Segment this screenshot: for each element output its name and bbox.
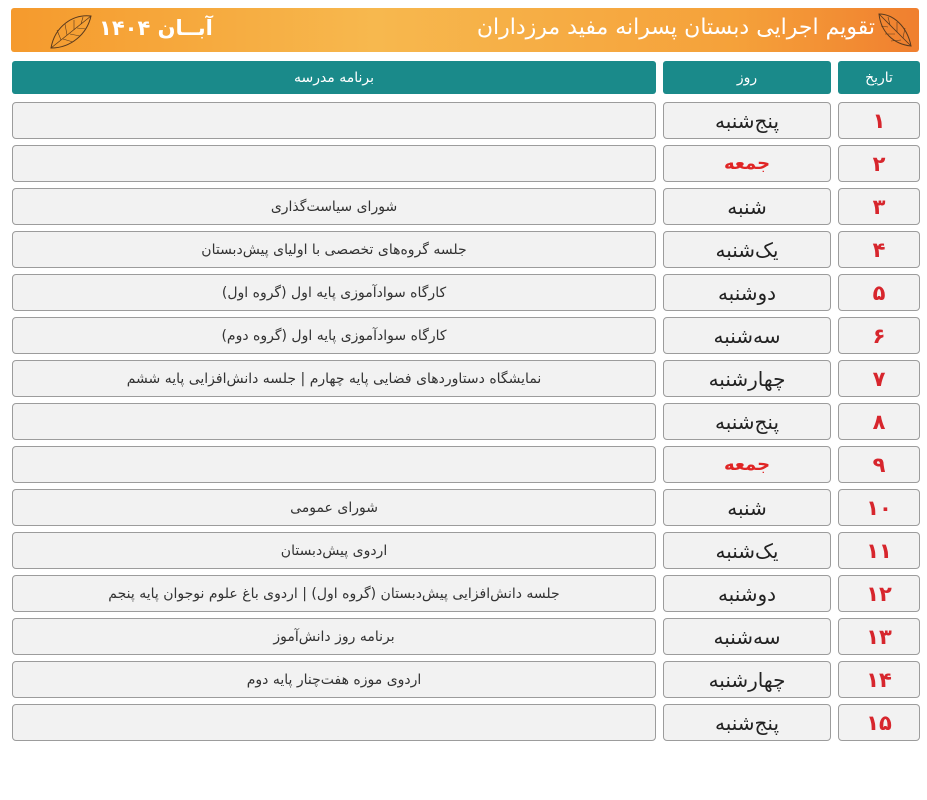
table-row	[0, 102, 927, 139]
day-cell: دوشنبه	[663, 274, 831, 311]
date-cell: ۱	[838, 102, 920, 139]
date-cell: ۱۰	[838, 489, 920, 526]
date-cell: ۶	[838, 317, 920, 354]
table-row	[0, 532, 927, 569]
date-cell: ۴	[838, 231, 920, 268]
program-cell	[12, 704, 656, 741]
program-cell: اردوی پیش‌دبستان	[12, 532, 656, 569]
program-cell: شورای سیاست‌گذاری	[12, 188, 656, 225]
day-cell: جمعه	[663, 145, 831, 182]
day-cell: یک‌شنبه	[663, 532, 831, 569]
day-cell: پنج‌شنبه	[663, 102, 831, 139]
date-cell: ۲	[838, 145, 920, 182]
program-cell	[12, 102, 656, 139]
column-header-program: برنامه مدرسه	[12, 61, 656, 94]
program-cell: کارگاه سوادآموزی پایه اول (گروه دوم)	[12, 317, 656, 354]
table-row	[0, 145, 927, 182]
table-row	[0, 231, 927, 268]
month-year-label: آبــان ۱۴۰۴	[99, 16, 213, 40]
program-cell: کارگاه سوادآموزی پایه اول (گروه اول)	[12, 274, 656, 311]
column-header-date: تاریخ	[838, 61, 920, 94]
program-cell: جلسه دانش‌افزایی پیش‌دبستان (گروه اول) | اردوی باغ علوم نوجوان پایه پنجم	[12, 575, 656, 612]
table-row	[0, 661, 927, 698]
column-header-day: روز	[663, 61, 831, 94]
table-row	[0, 317, 927, 354]
date-cell: ۱۴	[838, 661, 920, 698]
day-cell: شنبه	[663, 489, 831, 526]
day-cell: یک‌شنبه	[663, 231, 831, 268]
day-cell: دوشنبه	[663, 575, 831, 612]
table-row	[0, 618, 927, 655]
program-cell	[12, 145, 656, 182]
date-cell: ۵	[838, 274, 920, 311]
page-title: تقویم اجرایی دبستان پسرانه مفید مرزداران	[476, 15, 875, 40]
date-cell: ۱۲	[838, 575, 920, 612]
table-row	[0, 575, 927, 612]
day-cell: جمعه	[663, 446, 831, 483]
day-cell: چهارشنبه	[663, 360, 831, 397]
leaf-icon	[47, 12, 95, 52]
date-cell: ۱۱	[838, 532, 920, 569]
table-row	[0, 360, 927, 397]
date-cell: ۸	[838, 403, 920, 440]
table-row	[0, 274, 927, 311]
date-cell: ۷	[838, 360, 920, 397]
table-row	[0, 704, 927, 741]
day-cell: شنبه	[663, 188, 831, 225]
program-cell: نمایشگاه دستاوردهای فضایی پایه چهارم | جلسه دانش‌افزایی پایه ششم	[12, 360, 656, 397]
table-row	[0, 188, 927, 225]
title-banner	[11, 8, 919, 52]
program-cell: شورای عمومی	[12, 489, 656, 526]
program-cell	[12, 403, 656, 440]
date-cell: ۳	[838, 188, 920, 225]
program-cell	[12, 446, 656, 483]
date-cell: ۹	[838, 446, 920, 483]
date-cell: ۱۵	[838, 704, 920, 741]
table-row	[0, 403, 927, 440]
program-cell: برنامه روز دانش‌آموز	[12, 618, 656, 655]
day-cell: سه‌شنبه	[663, 618, 831, 655]
day-cell: پنج‌شنبه	[663, 403, 831, 440]
program-cell: اردوی موزه هفت‌چنار پایه دوم	[12, 661, 656, 698]
day-cell: چهارشنبه	[663, 661, 831, 698]
program-cell: جلسه گروه‌های تخصصی با اولیای پیش‌دبستان	[12, 231, 656, 268]
day-cell: پنج‌شنبه	[663, 704, 831, 741]
day-cell: سه‌شنبه	[663, 317, 831, 354]
table-row	[0, 446, 927, 483]
table-row	[0, 489, 927, 526]
date-cell: ۱۳	[838, 618, 920, 655]
leaf-icon	[875, 10, 915, 50]
